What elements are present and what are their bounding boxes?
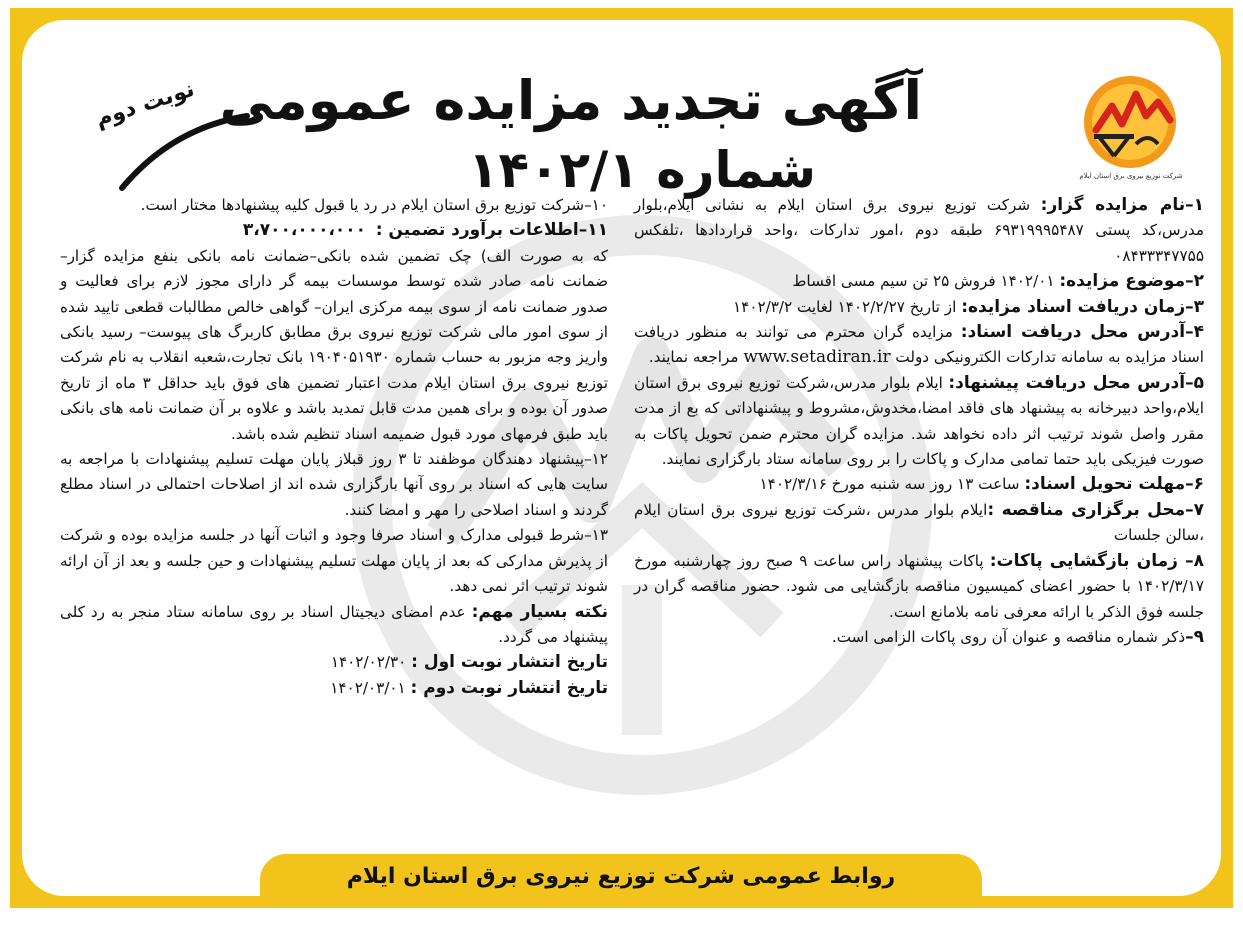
notice-right-column — [634, 193, 1204, 650]
logo-caption: شرکت توزیع نیروی برق استان ایلام — [1079, 172, 1183, 180]
company-logo-icon — [1078, 72, 1182, 172]
second-publication-stamp: نوبت دوم — [92, 76, 198, 133]
notice-number: شماره ۱۴۰۲/۱ — [467, 141, 817, 199]
notice-left-column — [60, 193, 608, 701]
item-11-header: ۱۱–اطلاعات برآورد تضمین : ۳،۷۰۰،۰۰۰،۰۰۰ — [242, 220, 608, 241]
item-11-body: که به صورت الف) چک تضمین شده بانکی–ضمانت نامه بانکی بنفع مزایده گزار– ضمانت نامه صادر شده توسط موسسات بیمه گر دارای مجوز لازم برای فعالیت و صدور ضمانت نامه از سوی بیمه مرکزی ایران– گواهی خالص مطالبات قطعی تایید شده از سوی امور مالی شرکت توزیع نیروی برق مطابق کاربرگ های پیوست– رسید بانکی واریز وجه مزبور به حساب شماره ۱۹۰۴۰۵۱۹۳۰ بانک تجارت،شعبه انقلاب به نام شرکت توزیع نیروی برق استان ایلام مدت اعتبار تضمین های فوق باید حداقل ۳ ماه از تاریخ صدور آن بوده و برای همین مدت قابل تمدید باشد و علاوه بر آن ضمانت نامه های بانکی باید طبق فرمهای مورد قبول ضمیمه اسناد تنظیم شده باشد. — [60, 246, 608, 443]
item-3: ۳–زمان دریافت اسناد مزایده: از تاریخ ۱۴۰۲/۲/۲۷ لغایت ۱۴۰۲/۳/۲ — [733, 296, 1204, 317]
item-1: ۱–نام مزایده گزار: شرکت توزیع نیروی برق استان ایلام به نشانی ایلام،بلوار مدرس،کد پستی ۶۹۳۱۹۹۹۵۴۸۷ طبقه دوم ،امور تدارکات ،واحد قراردادها ،تلفکس ۰۸۴۳۳۳۴۷۷۵۵ — [634, 195, 1204, 265]
footer-public-relations: روابط عمومی شرکت توزیع نیروی برق استان ایلام — [260, 854, 982, 900]
important-note: نکته بسیار مهم: عدم امضای دیجیتال اسناد بر روی سامانه ستاد منجر به رد کلی پیشنهاد می گردد. — [60, 601, 608, 646]
item-4: ۴–آدرس محل دریافت اسناد: مزایده گران محترم می توانند به منظور دریافت اسناد مزایده به سامانه تدارکات الکترونیکی دولت www.setadiran.ir مراجعه نمایند. — [634, 322, 1204, 368]
item-6: ۶–مهلت تحویل اسناد: ساعت ۱۳ روز سه شنبه مورخ ۱۴۰۲/۳/۱۶ — [759, 474, 1204, 495]
notice-title: آگهی تجدید مزایده عمومی — [219, 69, 922, 132]
guarantee-amount: ۳،۷۰۰،۰۰۰،۰۰۰ — [242, 220, 367, 241]
setadiran-link[interactable]: www.setadiran.ir — [743, 347, 891, 368]
item-5: ۵–آدرس محل دریافت پیشنهاد: ایلام بلوار مدرس،شرکت توزیع نیروی برق استان ایلام،واحد دبیرخانه به پیشنهاد های فاقد امضا،مخدوش،مشروط و پیشنهاداتی که بع از مدت مقرر واصل شوند ترتیب اثر داده نخواهد شد. مزایده گران محترم ضمن تحویل پاکات به صورت فیزیکی باید حتما تمامی مدارک و پاکات را بر روی سامانه ستاد بارگزاری نمایند. — [634, 372, 1204, 469]
item-2: ۲–موضوع مزایده: ۱۴۰۲/۰۱ فروش ۲۵ تن سیم مسی اقساط — [792, 271, 1204, 292]
first-publication-date: تاریخ انتشار نوبت اول : ۱۴۰۲/۰۲/۳۰ — [330, 652, 608, 673]
item-7: ۷–محل برگزاری مناقصه :ایلام بلوار مدرس ،شرکت توزیع نیروی برق استان ایلام ،سالن جلسات — [634, 499, 1204, 545]
item-13: ۱۳–شرط قبولی مدارک و اسناد صرفا وجود و اثبات آنها در جلسه مزایده بوده و شرکت از پذیرش مدارکی که بعد از پایان مهلت تسلیم پیشنهادات و حین جلسه و بعد از آن ارائه شوند ترتیب اثر نمی دهد. — [60, 526, 608, 596]
item-10: ۱۰–شرکت توزیع برق استان ایلام در رد یا قبول کلیه پیشنهادها مختار است. — [140, 196, 608, 214]
item-12: ۱۲–پیشنهاد دهندگان موظفند تا ۳ روز قبلاز پایان مهلت تسلیم پیشنهادات با مراجعه به سایت هایی که اسناد بر روی آنها بارگزاری شده اند از اصلاحات احتمالی در اسناد مطلع گردند و اسناد اصلاحی را مهر و امضا کنند. — [60, 450, 608, 519]
second-publication-date: تاریخ انتشار نوبت دوم : ۱۴۰۲/۰۳/۰۱ — [330, 677, 608, 698]
item-8: ۸– زمان بازگشایی پاکات: پاکات پیشنهاد راس ساعت ۹ صبح روز چهارشنبه مورخ ۱۴۰۲/۳/۱۷ با حضور اعضای کمیسیون مناقصه بازگشایی می شود. حضور مناقصه گران در جلسه فوق الذکر با ارائه معرفی نامه بلامانع است. — [634, 550, 1204, 621]
item-9: ۹–ذکر شماره مناقصه و عنوان آن روی پاکات الزامی است. — [831, 626, 1204, 647]
